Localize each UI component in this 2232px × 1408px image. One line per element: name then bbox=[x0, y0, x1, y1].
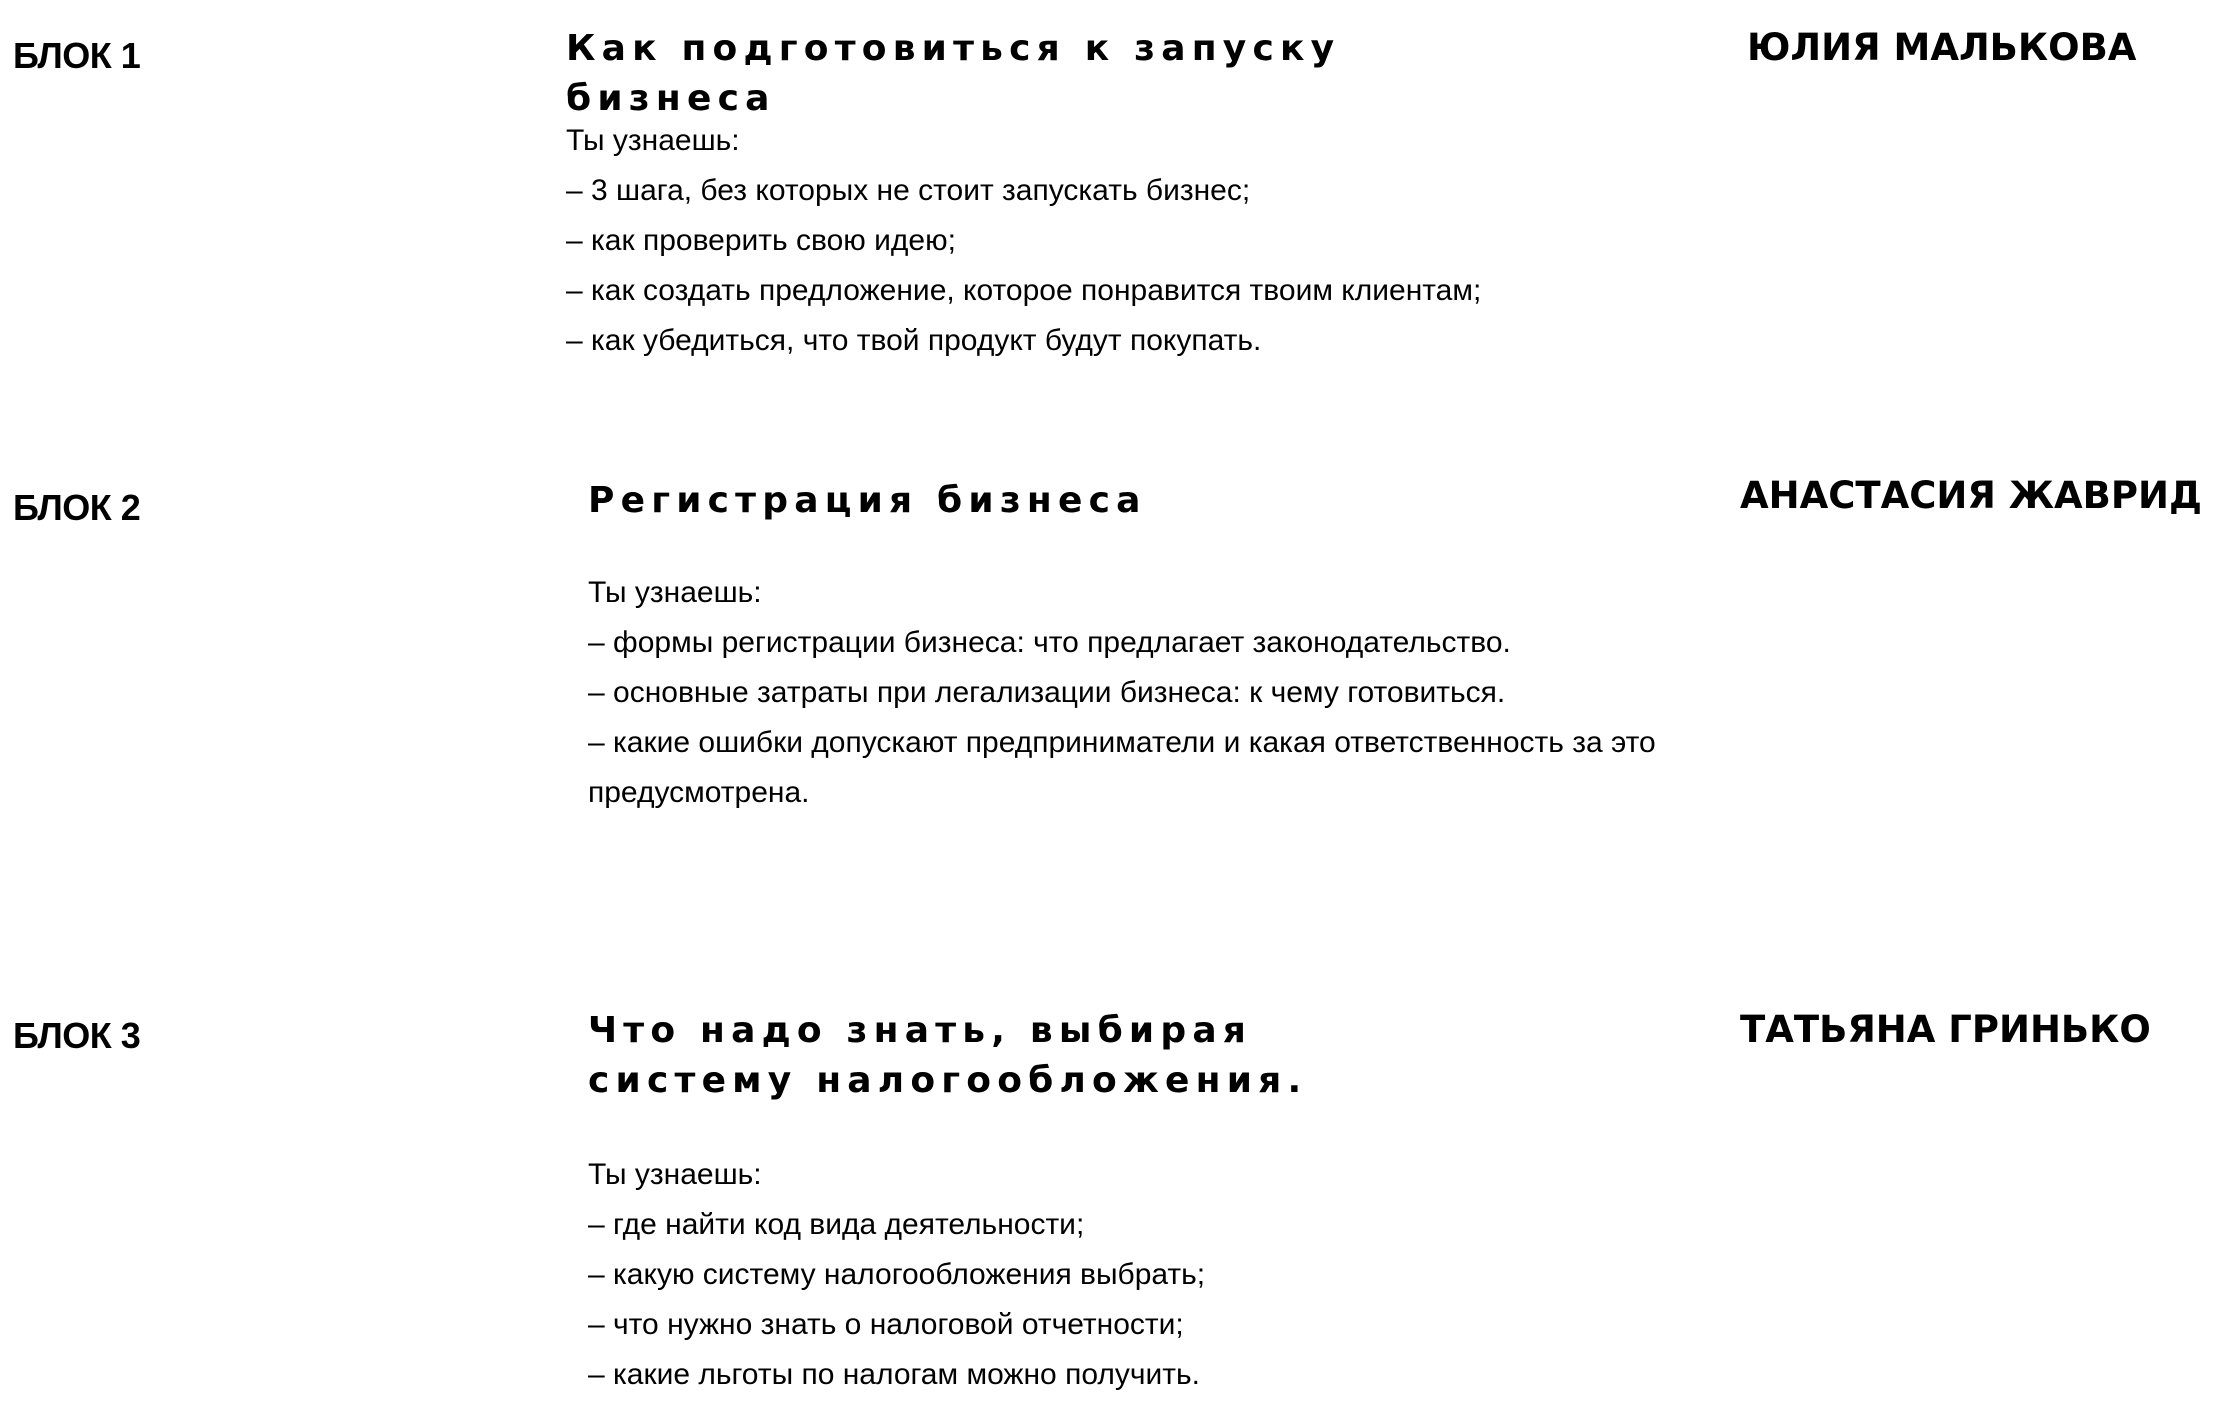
topic-item: – какую систему налогообложения выбрать; bbox=[588, 1258, 1206, 1291]
block-label: БЛОК 2 bbox=[13, 487, 141, 528]
topic-item: – как проверить свою идею; bbox=[566, 224, 956, 257]
lesson-title: Как подготовиться к запуску бизнеса bbox=[566, 28, 1341, 119]
intro-text: Ты узнаешь: bbox=[588, 576, 762, 609]
speaker-name: ТАТЬЯНА ГРИНЬКО bbox=[1740, 1008, 2151, 1051]
topic-item: – что нужно знать о налоговой отчетности; bbox=[588, 1308, 1184, 1341]
speaker-name: ЮЛИЯ МАЛЬКОВА bbox=[1747, 26, 2137, 69]
topics-list bbox=[566, 166, 1666, 366]
topic-item: – 3 шага, без которых не стоит запускать бизнес; bbox=[566, 174, 1251, 207]
topic-item: – где найти код вида деятельности; bbox=[588, 1208, 1085, 1241]
intro-text: Ты узнаешь: bbox=[588, 1158, 762, 1191]
topic-item: – формы регистрации бизнеса: что предлагает законодательство. bbox=[588, 626, 1511, 659]
topic-item: – как создать предложение, которое понравится твоим клиентам; bbox=[566, 274, 1482, 307]
topic-item: – какие льготы по налогам можно получить. bbox=[588, 1358, 1200, 1391]
topic-item: – какие ошибки допускают предприниматели и какая ответственность за это предусмотрена. bbox=[588, 726, 1656, 809]
lesson-content bbox=[588, 1150, 1688, 1400]
topic-item: – как убедиться, что твой продукт будут покупать. bbox=[566, 324, 1262, 357]
topics-list bbox=[588, 1200, 1688, 1400]
topics-list bbox=[588, 618, 1688, 818]
lesson-content bbox=[588, 568, 1688, 818]
lesson-content bbox=[566, 116, 1666, 366]
speaker-name: АНАСТАСИЯ ЖАВРИД bbox=[1740, 474, 2202, 517]
block-label: БЛОК 1 bbox=[13, 35, 141, 76]
intro-text: Ты узнаешь: bbox=[566, 124, 740, 157]
lesson-title: Регистрация бизнеса bbox=[588, 480, 1147, 521]
lesson-title: Что надо знать, выбирая систему налогообложения. bbox=[588, 1010, 1308, 1101]
block-label: БЛОК 3 bbox=[13, 1015, 141, 1056]
topic-item: – основные затраты при легализации бизнеса: к чему готовиться. bbox=[588, 676, 1506, 709]
